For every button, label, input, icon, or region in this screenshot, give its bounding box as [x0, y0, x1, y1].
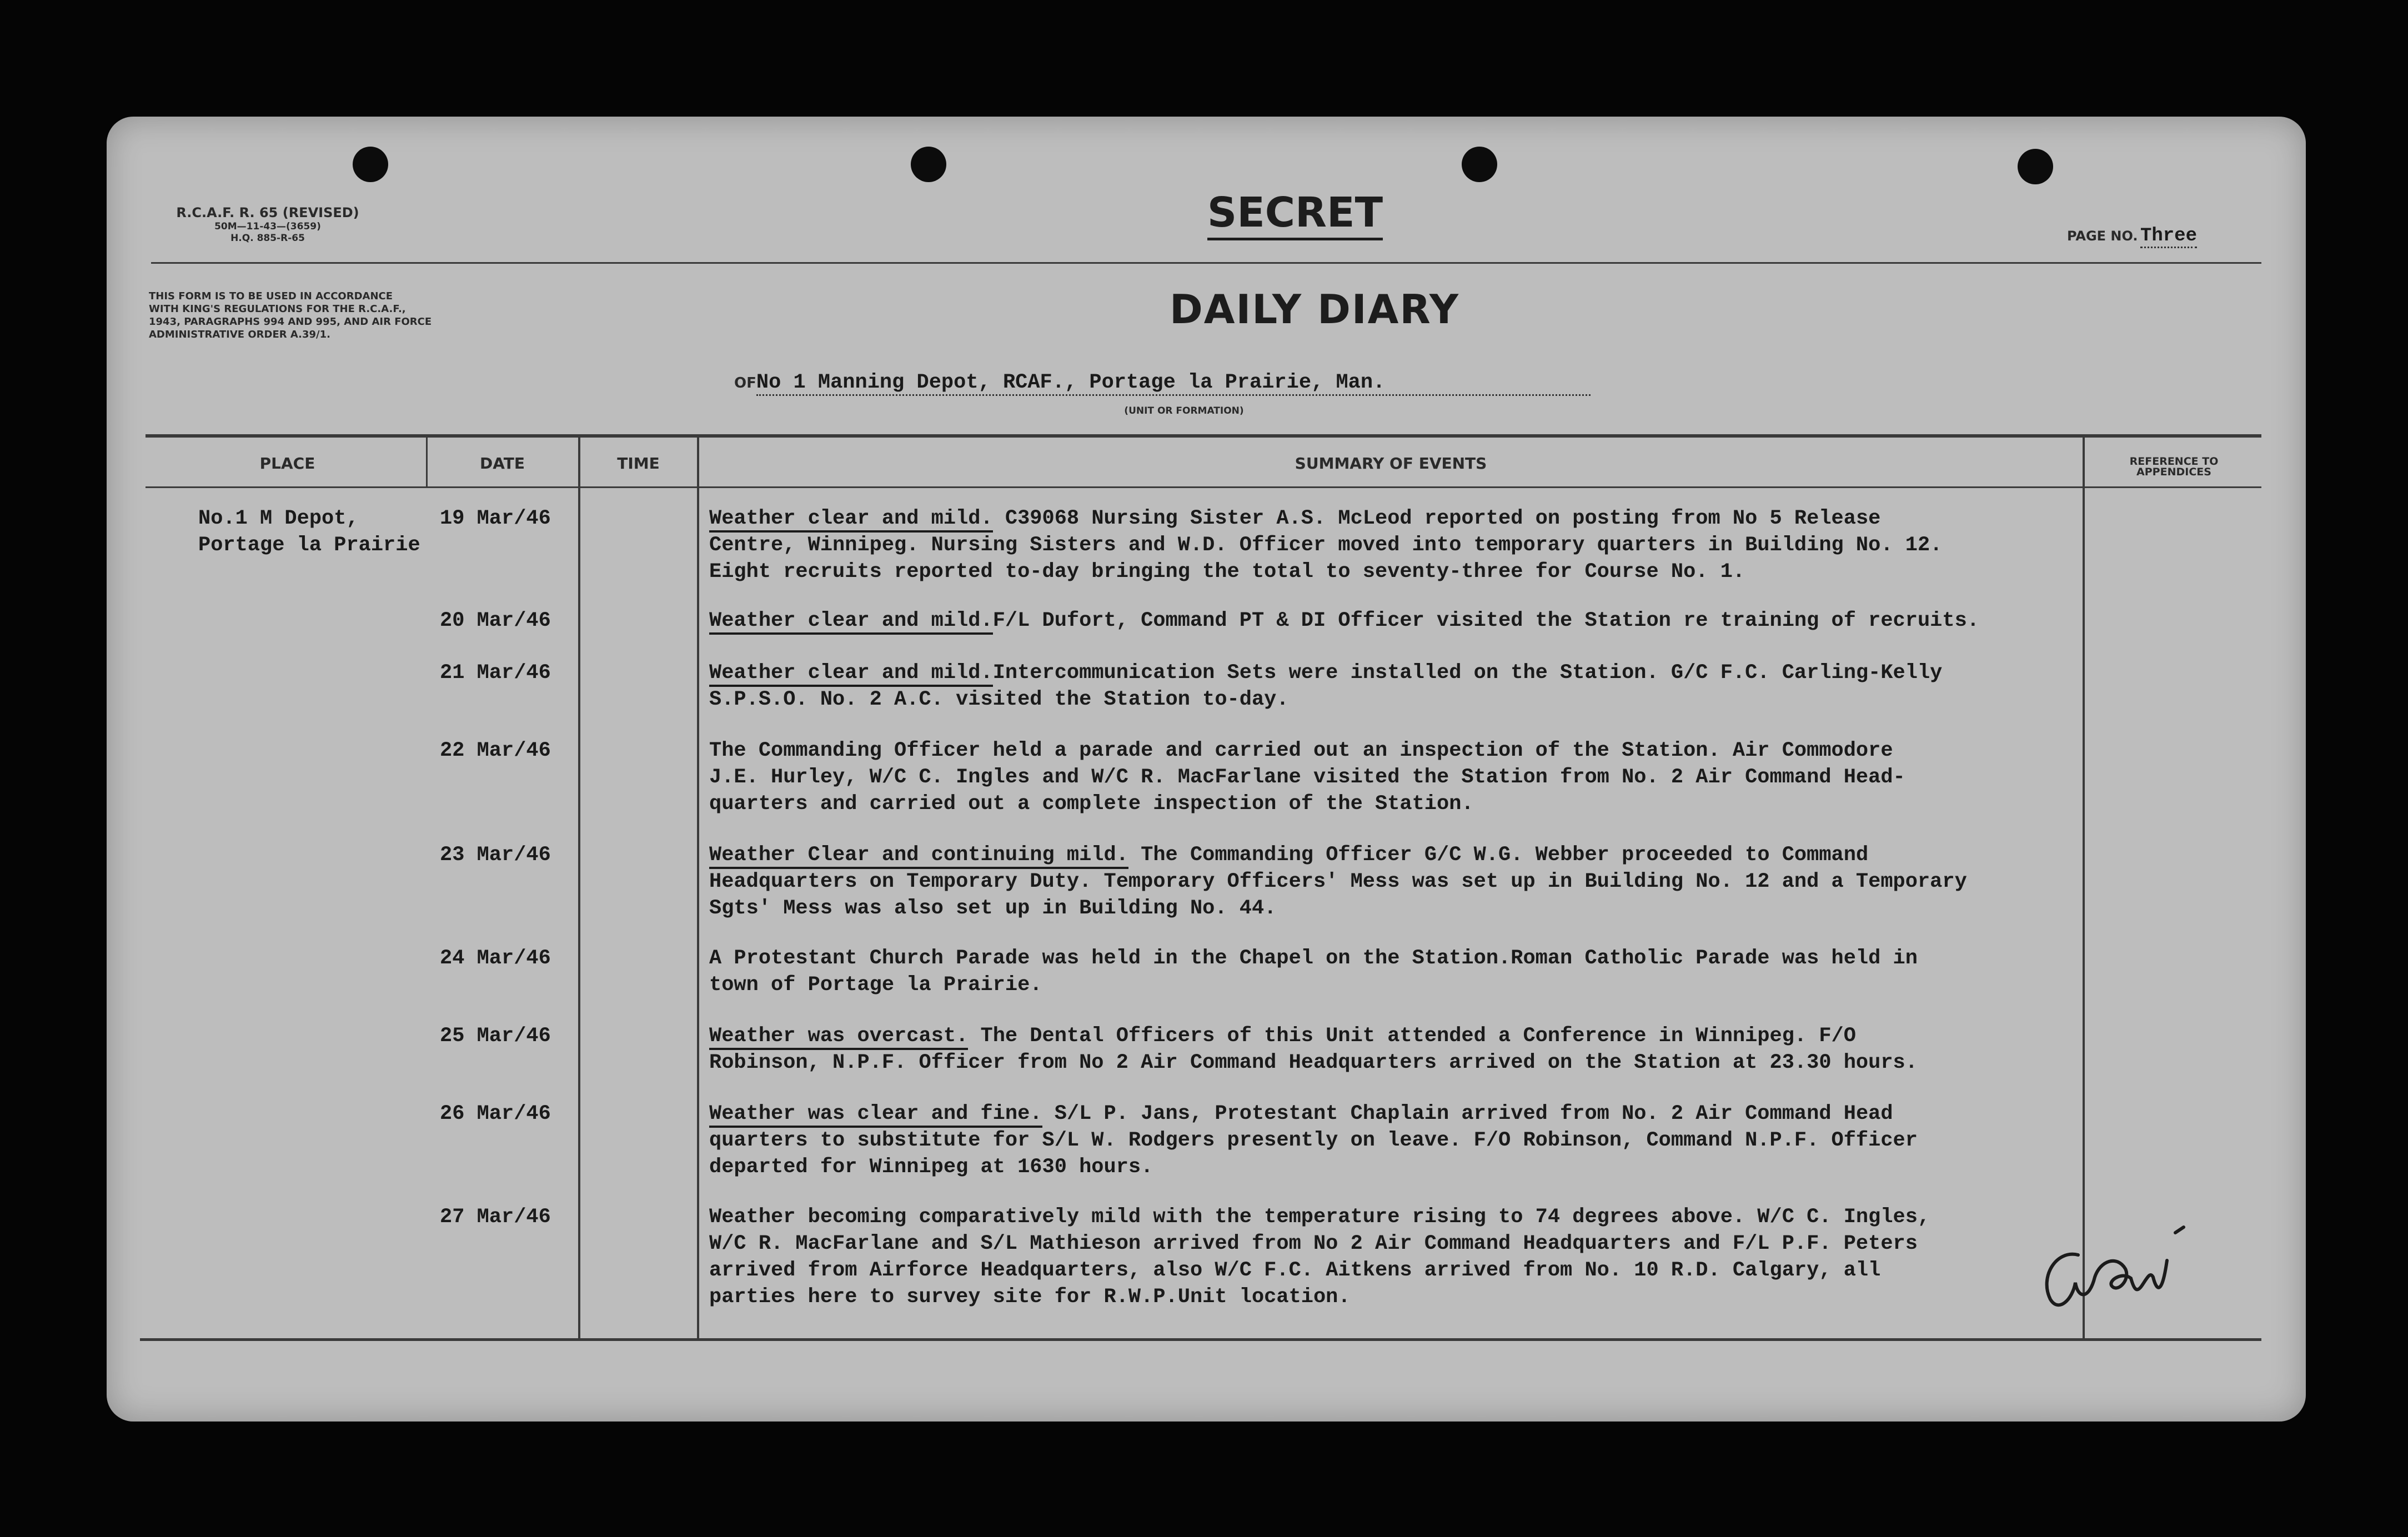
entry-summary — [709, 1023, 2164, 1076]
punch-hole — [2018, 149, 2053, 184]
entry-summary — [709, 1204, 2164, 1310]
summary-text: J.E. Hurley, W/C C. Ingles and W/C R. MacFarlane visited the Station from No. 2 Air Command Head- — [709, 766, 1905, 789]
place-line: No.1 M Depot, — [198, 507, 359, 530]
unit-name: No 1 Manning Depot, RCAF., Portage la Prairie, Man. — [756, 371, 1591, 396]
instruction-line: 1943, PARAGRAPHS 994 AND 995, AND AIR FORCE — [149, 316, 432, 328]
summary-text: parties here to survey site for R.W.P.Unit location. — [709, 1285, 1351, 1309]
summary-text: quarters and carried out a complete inspection of the Station. — [709, 792, 1474, 816]
summary-text: arrived from Airforce Headquarters, also W/C F.C. Aitkens arrived from No. 10 R.D. Calgary, all — [709, 1259, 1881, 1282]
weather-note: Weather was clear and fine. — [709, 1102, 1042, 1128]
table-header-rule — [146, 486, 2261, 488]
summary-text: departed for Winnipeg at 1630 hours. — [709, 1156, 1153, 1179]
summary-text: The Commanding Officer G/C W.G. Webber proceeded to Command — [1128, 843, 1869, 867]
entry-date: 19 Mar/46 — [440, 507, 551, 530]
hq-reference: H.Q. 885-R-65 — [230, 233, 305, 244]
summary-text: Sgts' Mess was also set up in Building No. 44. — [709, 897, 1277, 920]
weather-note: Weather was overcast. — [709, 1024, 968, 1050]
column-divider — [426, 438, 428, 488]
instruction-line: WITH KING'S REGULATIONS FOR THE R.C.A.F., — [149, 303, 406, 315]
weather-note: Weather clear and mild. — [709, 661, 993, 687]
summary-text: S.P.S.O. No. 2 A.C. visited the Station to-day. — [709, 688, 1289, 711]
reference-header-line: APPENDICES — [2136, 466, 2211, 478]
entry-summary — [709, 842, 2164, 922]
summary-text: The Dental Officers of this Unit attended a Conference in Winnipeg. F/O — [968, 1024, 1856, 1048]
column-header-date: DATE — [480, 454, 525, 473]
entry-date: 23 Mar/46 — [440, 843, 551, 867]
entry-summary — [709, 660, 2164, 713]
form-instructions — [149, 290, 460, 341]
summary-text: F/L Dufort, Command PT & DI Officer visited the Station re training of recruits. — [992, 609, 1979, 632]
print-code: 50M—11-43—(3659) — [214, 221, 321, 232]
summary-text: Centre, Winnipeg. Nursing Sisters and W.D. Officer moved into temporary quarters in Building No. 12. — [709, 534, 1943, 557]
page-value: Three — [2140, 225, 2197, 248]
column-divider — [578, 438, 580, 1338]
weather-note: Weather clear and mild. — [709, 507, 993, 533]
summary-text: A Protestant Church Parade was held in the Chapel on the Station.Roman Catholic Parade was held in — [709, 947, 1918, 970]
punch-hole — [1462, 147, 1497, 182]
place-cell — [198, 505, 420, 559]
summary-text: Headquarters on Temporary Duty. Temporary Officers' Mess was set up in Building No. 12 and a Temporary — [709, 870, 1967, 893]
diary-form-card — [107, 117, 2306, 1422]
punch-hole — [911, 147, 946, 182]
summary-text: C39068 Nursing Sister A.S. McLeod reported on posting from No 5 Release — [992, 507, 1881, 530]
table-top-rule — [146, 434, 2261, 438]
summary-text: S/L P. Jans, Protestant Chaplain arrived from No. 2 Air Command Head — [1042, 1102, 1893, 1126]
entry-date: 20 Mar/46 — [440, 609, 551, 632]
entry-summary — [709, 737, 2164, 817]
entry-summary — [709, 505, 2164, 585]
entry-date: 26 Mar/46 — [440, 1102, 551, 1126]
table-bottom-rule — [140, 1338, 2261, 1341]
weather-note: Weather clear and mild. — [709, 609, 993, 635]
summary-text: The Commanding Officer held a parade and carried out an inspection of the Station. Air Commodore — [709, 739, 1893, 762]
column-header-place: PLACE — [259, 454, 315, 473]
weather-note: Weather Clear and continuing mild. — [709, 843, 1128, 869]
handwritten-signature — [2034, 1216, 2200, 1322]
column-divider — [697, 438, 699, 1338]
column-header-reference — [2086, 456, 2261, 478]
summary-text: W/C R. MacFarlane and S/L Mathieson arrived from No 2 Air Command Headquarters and F/L P.F. Peters — [709, 1232, 1918, 1255]
reference-header-line: REFERENCE TO — [2129, 455, 2219, 468]
summary-text: quarters to substitute for S/L W. Rodgers presently on leave. F/O Robinson, Command N.P.F. Officer — [709, 1129, 1918, 1152]
summary-text: Weather becoming comparatively mild with the temperature rising to 74 degrees above. W/C C. Ingles, — [709, 1206, 1930, 1229]
summary-text: Robinson, N.P.F. Officer from No 2 Air Command Headquarters arrived on the Station at 23.30 hours. — [709, 1051, 1918, 1074]
instruction-line: ADMINISTRATIVE ORDER A.39/1. — [149, 329, 330, 340]
entry-summary — [709, 607, 2164, 634]
entry-date: 25 Mar/46 — [440, 1024, 551, 1048]
entry-date: 22 Mar/46 — [440, 739, 551, 762]
summary-text: Intercommunication Sets were installed on the Station. G/C F.C. Carling-Kelly — [992, 661, 1943, 685]
form-title: DAILY DIARY — [1169, 286, 1460, 333]
column-header-summary: SUMMARY OF EVENTS — [1295, 454, 1487, 473]
place-line: Portage la Prairie — [198, 534, 420, 557]
page-number — [2067, 225, 2278, 247]
column-header-time: TIME — [617, 454, 660, 473]
entry-date: 21 Mar/46 — [440, 661, 551, 685]
page-label: PAGE NO. — [2067, 228, 2138, 244]
entry-date: 27 Mar/46 — [440, 1206, 551, 1229]
of-label: OF — [734, 375, 756, 391]
entry-date: 24 Mar/46 — [440, 947, 551, 970]
punch-hole — [353, 147, 388, 182]
entry-summary — [709, 1101, 2164, 1181]
summary-text: Eight recruits reported to-day bringing the total to seventy-three for Course No. 1. — [709, 560, 1745, 584]
security-classification: SECRET — [1101, 189, 1489, 237]
instruction-line: THIS FORM IS TO BE USED IN ACCORDANCE — [149, 290, 393, 302]
entry-summary — [709, 945, 2164, 998]
form-number-block — [151, 204, 384, 245]
form-number: R.C.A.F. R. 65 (REVISED) — [176, 205, 359, 220]
unit-caption: (UNIT OR FORMATION) — [1124, 405, 1244, 416]
header-divider — [151, 262, 2261, 264]
summary-text: town of Portage la Prairie. — [709, 973, 1042, 997]
unit-line — [734, 371, 1789, 394]
